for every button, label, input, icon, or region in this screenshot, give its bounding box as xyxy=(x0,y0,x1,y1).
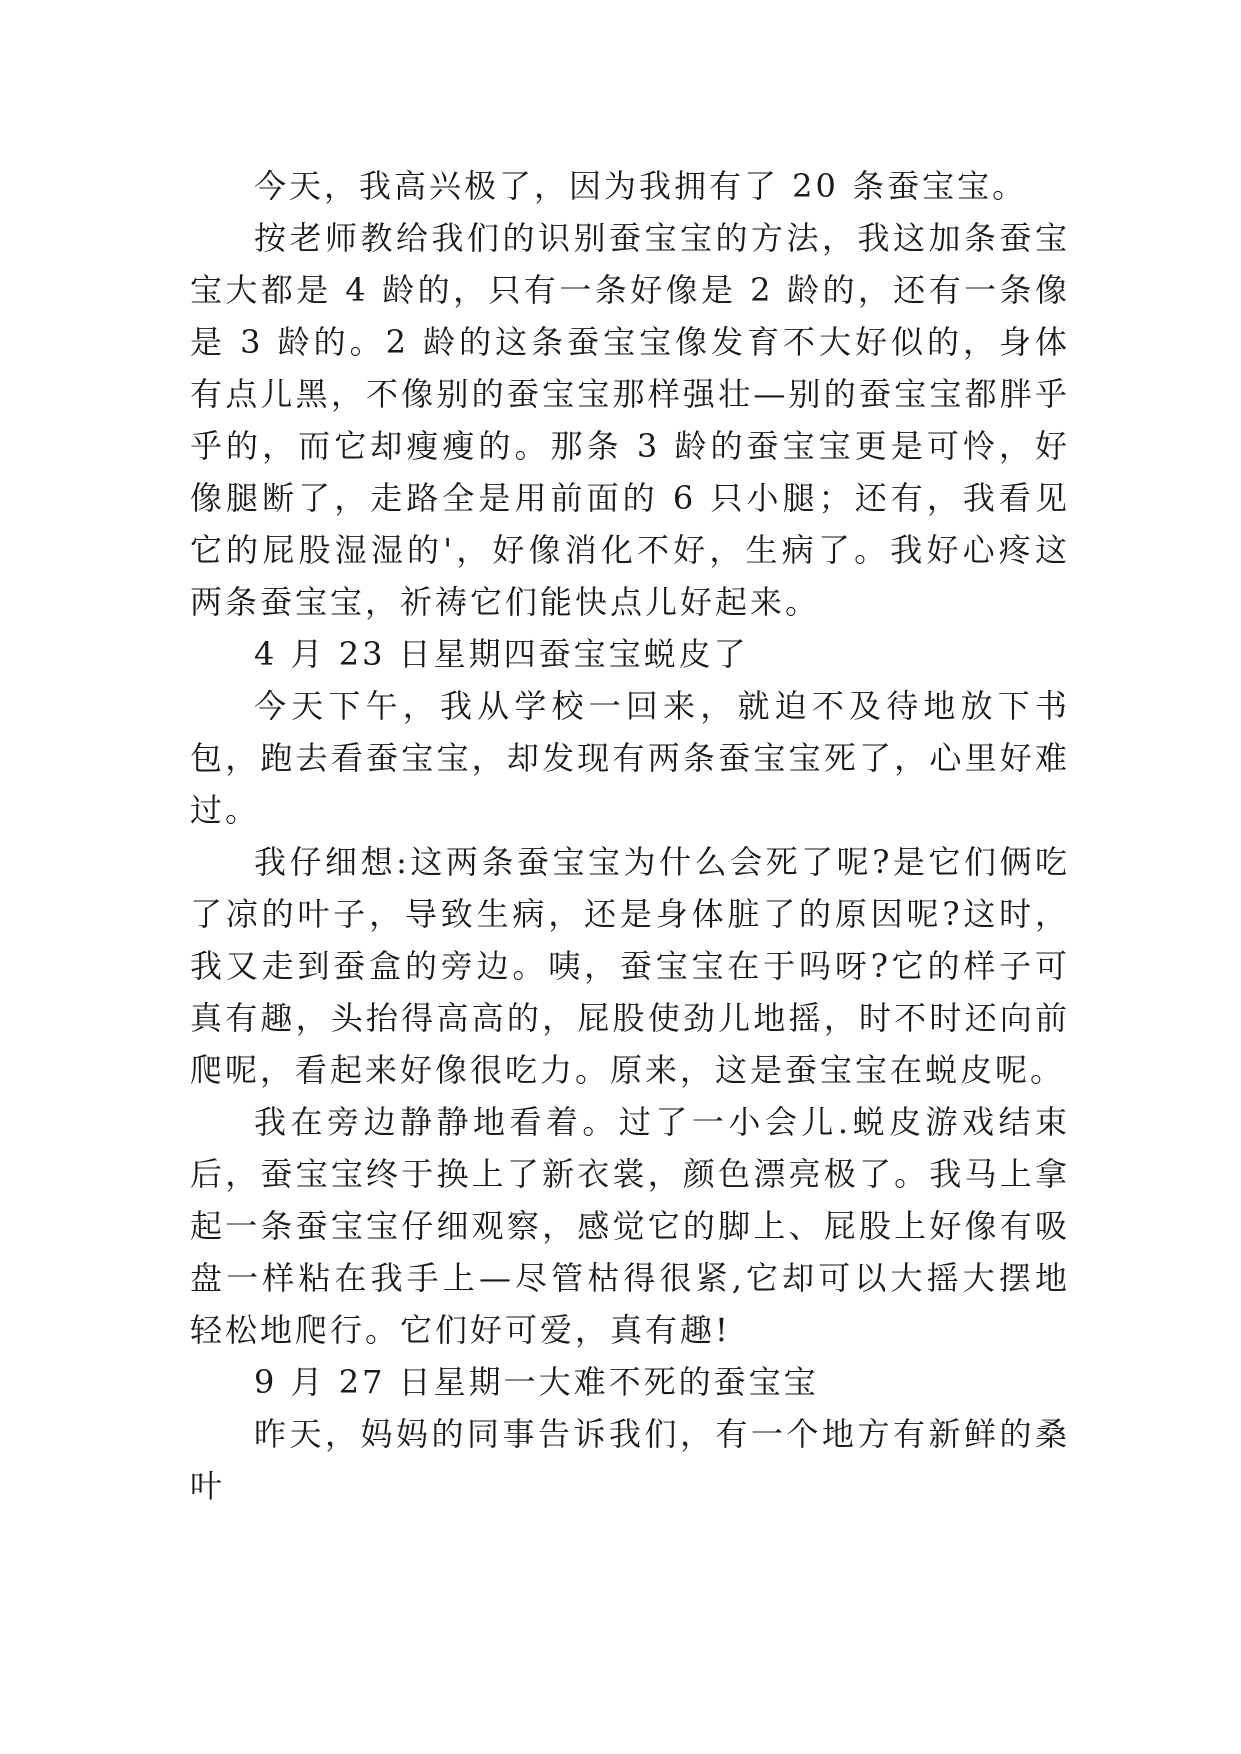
paragraph-2: 按老师教给我们的识别蚕宝宝的方法，我这加条蚕宝宝大都是 4 龄的，只有一条好像是 2 龄的，还有一条像是 3 龄的。2 龄的这条蚕宝宝像发育不大好似的，身体有点儿黑，不像别的蚕宝宝那样强壮—别的蚕宝宝都胖乎乎的，而它却瘦瘦的。那条 3 龄的蚕宝宝更是可怜，好像腿断了，走路全是用前面的 6 只小腿；还有，我看见它的屁股湿湿的'，好像消化不好，生病了。我好心疼这两条蚕宝宝，祈祷它们能快点儿好起来。 xyxy=(190,219,1070,621)
paragraph-4: 我仔细想:这两条蚕宝宝为什么会死了呢?是它们俩吃了凉的叶子，导致生病，还是身体脏了的原因呢?这时，我又走到蚕盒的旁边。咦，蚕宝宝在于吗呀?它的样子可真有趣，头抬得高高的，屁股使劲儿地摇，时不时还向前爬呢，看起来好像很吃力。原来，这是蚕宝宝在蜕皮呢。 xyxy=(190,843,1070,1089)
paragraph-3: 今天下午，我从学校一回来，就迫不及待地放下书包，跑去看蚕宝宝，却发现有两条蚕宝宝死了，心里好难过。 xyxy=(190,687,1070,829)
diary-heading-2: 9 月 27 日星期一大难不死的蚕宝宝 xyxy=(254,1363,819,1401)
document-body xyxy=(190,160,1070,1512)
paragraph-1: 今天，我高兴极了，因为我拥有了 20 条蚕宝宝。 xyxy=(254,167,1028,205)
diary-heading-1: 4 月 23 日星期四蚕宝宝蜕皮了 xyxy=(254,635,749,673)
paragraph-5: 我在旁边静静地看着。过了一小会儿.蜕皮游戏结束后，蚕宝宝终于换上了新衣裳，颜色漂亮极了。我马上拿起一条蚕宝宝仔细观察，感觉它的脚上、屁股上好像有吸盘一样粘在我手上—尽管枯得很紧,它却可以大摇大摆地轻松地爬行。它们好可爱，真有趣! xyxy=(190,1103,1070,1349)
paragraph-6: 昨天，妈妈的同事告诉我们，有一个地方有新鲜的桑叶 xyxy=(190,1415,1070,1505)
